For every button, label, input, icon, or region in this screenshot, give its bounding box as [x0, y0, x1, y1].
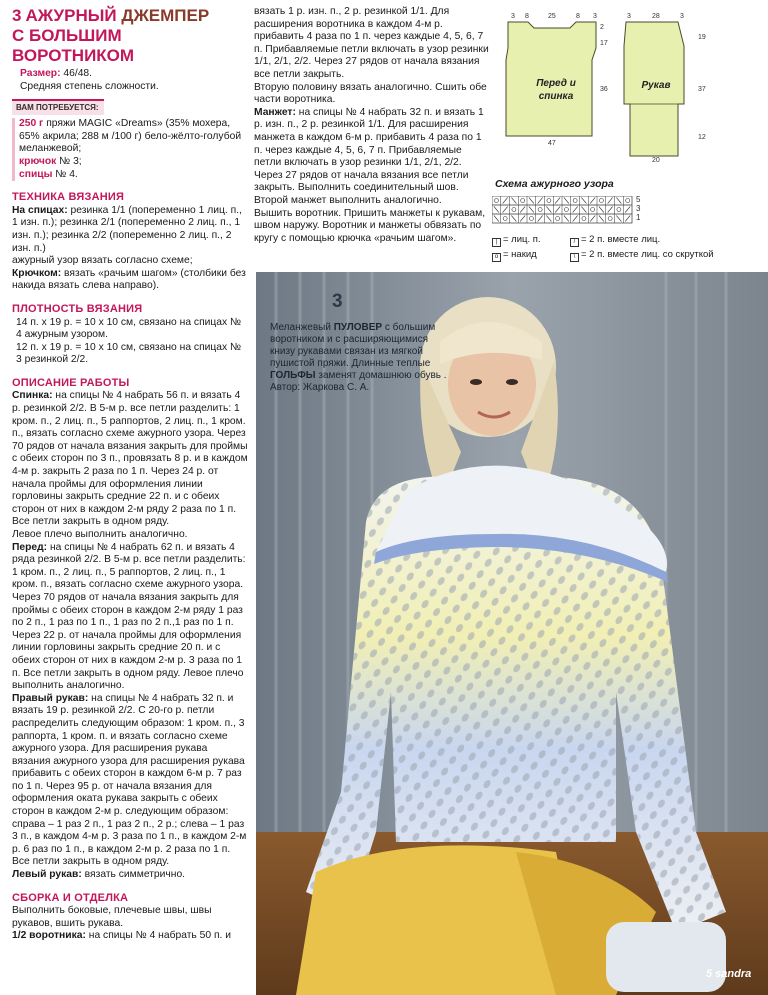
chart-yo-mark	[547, 199, 551, 203]
hook-value: № 3;	[59, 155, 82, 167]
left-sleeve-paragraph: Левый рукав: вязать симметрично.	[12, 869, 186, 881]
dim-front-top-2: 8	[525, 13, 529, 20]
technique-openwork: ажурный узор вязать согласно схеме;	[12, 255, 193, 267]
back-paragraph: Спинка: на спицы № 4 набрать 56 п. и вязать 4 р. резинкой 2/2. В 5-м р. все петли разделить: 1 кром. п., 2 лиц. п., 5 раппортов, 2 лиц. п., 1 кром. п., вязать согласно схеме ажурного узора. Через 70 рядов от начала вязания закрыть для проймы с обеих сторон по 3 п., провязать 8 р. и в каждом 4-м р. закрыть 2 раза по 1 п. Через 24 р. от начала проймы для оформления линии горловины закрыть средние 22 п. и с обеих сторон от них в каждом 2-м ряду 2 раза по 1 п. Все петли закрыть в одном ряду.	[12, 390, 248, 528]
chart-dec-mark	[573, 207, 578, 213]
photo-caption: Меланжевый ПУЛОВЕР с большим воротником и с расширяющимися книзу рукавами связан из мягкой пушистой пряжи. Длинные теплые ГОЛЬФЫ заменят домашнюю обувь . Автор: Жаркова С. А.	[270, 322, 450, 394]
chart-dec-mark	[520, 216, 525, 222]
title-line2: С БОЛЬШИМ ВОРОТНИКОМ	[12, 26, 135, 65]
title-word2: ДЖЕМПЕР	[121, 6, 210, 25]
k2tog-symbol-icon: /	[570, 238, 579, 247]
chart-dec-mark	[581, 198, 586, 204]
chart-dec-mark	[529, 207, 534, 213]
chart-dec-mark	[590, 198, 595, 204]
yo-symbol-icon: o	[492, 253, 501, 262]
schema-row-3: 3	[636, 204, 641, 213]
chart-dec-mark	[581, 207, 586, 213]
size-value: 46/48.	[63, 68, 93, 79]
chart-dec-mark	[564, 198, 569, 204]
difficulty: Средняя степень сложности.	[20, 80, 159, 92]
finishing-paragraph: Вышить воротник. Пришить манжеты к рукавам, швом наружу. Воротник и манжеты обвязать по кругу с помощью крючка «рачьим шагом».	[254, 207, 486, 244]
dim-sleeve-right-3: 12	[698, 134, 706, 141]
dim-front-top-1: 3	[511, 13, 515, 20]
chart-yo-mark	[512, 208, 516, 212]
legend-ssk: \ = 2 п. вместе лиц. со скруткой	[570, 249, 714, 262]
caption-number: 3	[332, 291, 343, 312]
dim-front-bottom: 47	[548, 140, 556, 147]
chart-dec-mark	[555, 198, 560, 204]
density-line2: 12 п. х 19 р. = 10 х 10 см, связано на спицах № 3 резинкой 2/2.	[16, 341, 242, 366]
chart-yo-mark	[626, 199, 630, 203]
chart-dec-mark	[608, 207, 613, 213]
chart-dec-mark	[599, 216, 604, 222]
caption-author: Автор: Жаркова С. А.	[270, 382, 370, 393]
size-label: Размер:	[20, 68, 61, 79]
chart-dec-mark	[608, 198, 613, 204]
chart-dec-mark	[546, 216, 551, 222]
density-heading: ПЛОТНОСТЬ ВЯЗАНИЯ	[12, 302, 143, 315]
schema-row-1: 1	[636, 213, 641, 222]
dim-sleeve-right-2: 37	[698, 86, 706, 93]
technique-heading: ТЕХНИКА ВЯЗАНИЯ	[12, 191, 125, 204]
chart-dec-mark	[538, 216, 543, 222]
technique-hook: Крючком: вязать «рачьим шагом» (столбики без накида вязать слева направо).	[12, 267, 246, 292]
collar-continued: вязать 1 р. изн. п., 2 р. резинкой 1/1. Для расширения воротника в каждом 4-м р. прибавить 4 раза по 1 п. через каждые 4, 5, 6, 7 п. Прибавляемые петли включать в узор резинки 1/1, 2/1, 2/2. Через 27 рядов от начала вязания все петли закрыть.	[254, 6, 489, 80]
needs-body	[12, 118, 248, 181]
assembly-text: Выполнить боковые, плечевые швы, швы рукавов, вшить рукава.	[12, 905, 212, 929]
chart-yo-mark	[617, 208, 621, 212]
legend-knit: | = лиц. п.	[492, 234, 541, 247]
dim-sleeve-right-1: 19	[698, 34, 706, 41]
dim-front-right-2: 17	[600, 40, 608, 47]
chart-dec-mark	[564, 216, 569, 222]
needs-header: ВАМ ПОТРЕБУЕТСЯ:	[12, 99, 104, 115]
assembly-heading: СБОРКА И ОТДЕЛКА	[12, 891, 129, 904]
legend-yo: o = накид	[492, 249, 537, 262]
second-half: Вторую половину вязать аналогично. Сшить обе части воротника.	[254, 81, 487, 106]
needles-value: № 4.	[55, 168, 78, 180]
chart-dec-mark	[494, 216, 499, 222]
schema-title: Схема ажурного узора	[495, 178, 614, 190]
chart-dec-mark	[555, 207, 560, 213]
dim-front-right-1: 2	[600, 24, 604, 31]
sleeve-label: Рукав	[641, 80, 671, 91]
chart-yo-mark	[608, 217, 612, 221]
chart-dec-mark	[529, 198, 534, 204]
cuff-paragraph: Манжет: на спицы № 4 набрать 32 п. и вязать 1 р. изн. п., 2 р. резинкой 1/1. Для расширения манжета в каждом 6-м р. прибавить 4 раза по 1 п. через каждые 4, 5, 6, 7 п. Прибавляемые петли включать в узор резинки 1/1, 2/1, 2/2. Через 27 рядов от начала вязания все петли закрыть. Выполнить соединительный шов. Второй манжет выполнить аналогично.	[254, 106, 484, 206]
chart-dec-mark	[538, 198, 543, 204]
middle-column	[254, 6, 490, 245]
chart-dec-mark	[616, 216, 621, 222]
right-sleeve-paragraph: Правый рукав: на спицы № 4 набрать 32 п. и вязать 19 р. резинкой 2/2. С 20-го р. петли распределить следующим образом: 1 кром. п., 3 раппорта, 1 кром. п. и вязать согласно схеме ажурного узора. Для расширения рукава вязания ажурного узора для расширения рукава прибавить с обеих сторон в каждом 6-м р. 7 раз по 1 п. Через 95 р. от начала вязания для оформления оката рукава закрыть с обеих сторон в каждом 2-м р. следующим образом: справа – 1 раз 2 п., 1 раз 2 п., 2 р.; слева – 1 раз 3 п., в каждом 4-м р. 3 раза по 1 п., в каждом 2-м р. 6 раз по 1 п., в каждом 2-м р. 2 раза по 1 п. Все петли закрыть в одном ряду.	[12, 692, 247, 868]
chart-dec-mark	[590, 216, 595, 222]
chart-yo-mark	[573, 199, 577, 203]
density-line1: 14 п. х 19 р. = 10 х 10 см, связано на спицах № 4 ажурным узором.	[16, 316, 242, 341]
chart-dec-mark	[546, 207, 551, 213]
dim-sleeve-top-1: 3	[627, 13, 631, 20]
chart-dec-mark	[503, 198, 508, 204]
yarn-amount: 250 г	[19, 118, 44, 130]
dim-sleeve-top-2: 28	[652, 13, 660, 20]
chart-yo-mark	[494, 199, 498, 203]
chart-dec-mark	[616, 198, 621, 204]
dim-sleeve-top-3: 3	[680, 13, 684, 20]
size-line	[12, 68, 248, 81]
back-end: Левое плечо выполнить аналогично.	[12, 529, 188, 540]
chart-dec-mark	[520, 207, 525, 213]
openwork-chart	[492, 196, 642, 224]
title-number: 3	[12, 6, 22, 25]
chart-dec-mark	[625, 207, 630, 213]
chart-yo-mark	[556, 217, 560, 221]
dim-front-right-3: 36	[600, 86, 608, 93]
technique-needles: На спицах: резинка 1/1 (попеременно 1 лиц. п., 1 изн. п.); резинка 2/1 (попеременно 2 лиц. п., 1 изн. п.); резинка 2/2 (попеременно 2 лиц. п., 2 изн. п.)	[12, 204, 242, 254]
front-back-label: Перед и спинка	[536, 78, 576, 102]
dim-sleeve-bottom: 20	[652, 157, 660, 164]
chart-yo-mark	[521, 199, 525, 203]
chart-dec-mark	[503, 207, 508, 213]
chart-yo-mark	[503, 217, 507, 221]
chart-dec-mark	[511, 198, 516, 204]
ssk-symbol-icon: \	[570, 253, 579, 262]
left-column	[12, 6, 248, 943]
chart-yo-mark	[538, 208, 542, 212]
collar-paragraph: 1/2 воротника: на спицы № 4 набрать 50 п. и	[12, 930, 232, 942]
chart-dec-mark	[494, 207, 499, 213]
chart-dec-mark	[599, 207, 604, 213]
knit-symbol-icon: |	[492, 238, 501, 247]
chart-dec-mark	[625, 216, 630, 222]
brand-footer: 5 sandra	[706, 968, 752, 980]
needles-label: спицы	[19, 168, 53, 180]
dim-front-top-5: 3	[593, 13, 597, 20]
chart-yo-mark	[591, 208, 595, 212]
page-title	[12, 6, 248, 26]
chart-dec-mark	[573, 216, 578, 222]
chart-yo-mark	[582, 217, 586, 221]
schema-row-5: 5	[636, 195, 641, 204]
work-heading: ОПИСАНИЕ РАБОТЫ	[12, 376, 130, 389]
yarn-text: пряжи MAGIC «Dreams» (35% мохера, 65% акрила; 288 м /100 г) бело-жёлто-голубой меланжевой;	[19, 118, 242, 155]
chart-yo-mark	[529, 217, 533, 221]
front-paragraph: Перед: на спицы № 4 набрать 62 п. и вязать 4 ряда резинкой 2/2. В 5-м р. все петли разделить: 1 кром. п., 2 лиц. п., 5 раппортов, 2 лиц. п., 1 кром. п., вязать согласно схеме ажурного узора. Через 70 рядов от начала вязания закрыть для проймы с обеих сторон в каждом 2-м ряду 1 раз по 2 п., 1 раз по 1 п., 1 раз по 2 п.,1 раз по 1 п. Через 22 р. от начала проймы для оформления линии горловины закрыть средние 20 п. и с обеих сторон от них в каждом 2-м р. 3 раза по 1 п. Все петли закрыть в одном ряду. Левое плечо выполнить аналогично.	[12, 541, 246, 692]
chart-yo-mark	[564, 208, 568, 212]
dim-front-top-4: 8	[576, 13, 580, 20]
dim-front-top-3: 25	[548, 13, 556, 20]
chart-dec-mark	[511, 216, 516, 222]
title-word1: АЖУРНЫЙ	[25, 6, 117, 25]
chart-yo-mark	[599, 199, 603, 203]
hook-label: крючок	[19, 155, 57, 167]
legend-k2tog: / = 2 п. вместе лиц.	[570, 234, 660, 247]
